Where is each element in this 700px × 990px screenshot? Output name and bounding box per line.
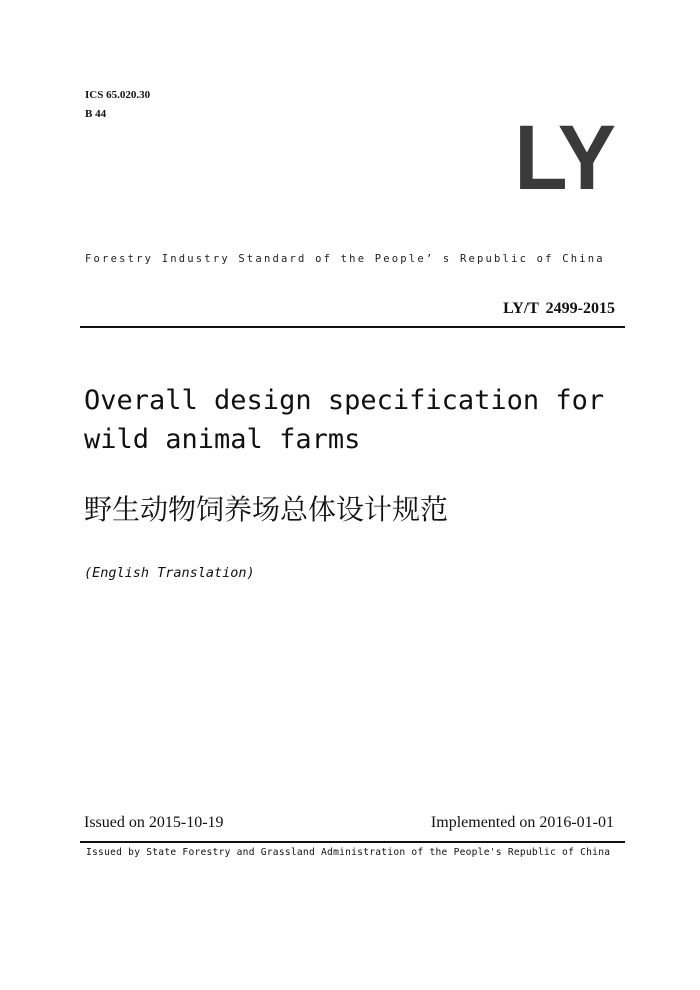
bottom-divider: [80, 841, 625, 843]
top-divider: [80, 326, 625, 328]
issued-date: Issued on 2015-10-19: [84, 814, 224, 831]
issuer-line: Issued by State Forestry and Grassland Administration of the People's Republic of China: [86, 847, 611, 858]
implemented-date: Implemented on 2016-01-01: [430, 814, 614, 831]
translation-note: (English Translation): [84, 565, 255, 581]
chinese-title: 野生动物饲养场总体设计规范: [84, 493, 449, 526]
english-title-line-2: wild animal farms: [84, 424, 361, 455]
ics-code: ICS 65.020.30: [85, 89, 151, 101]
ccs-code: B 44: [85, 108, 107, 120]
english-title-line-1: Overall design specification for: [84, 385, 605, 416]
industry-standard-line: Forestry Industry Standard of the People’ s Republic of China: [85, 253, 605, 265]
ly-logo: LY: [514, 107, 614, 209]
standard-number: LY/T 2499-2015: [503, 300, 615, 317]
